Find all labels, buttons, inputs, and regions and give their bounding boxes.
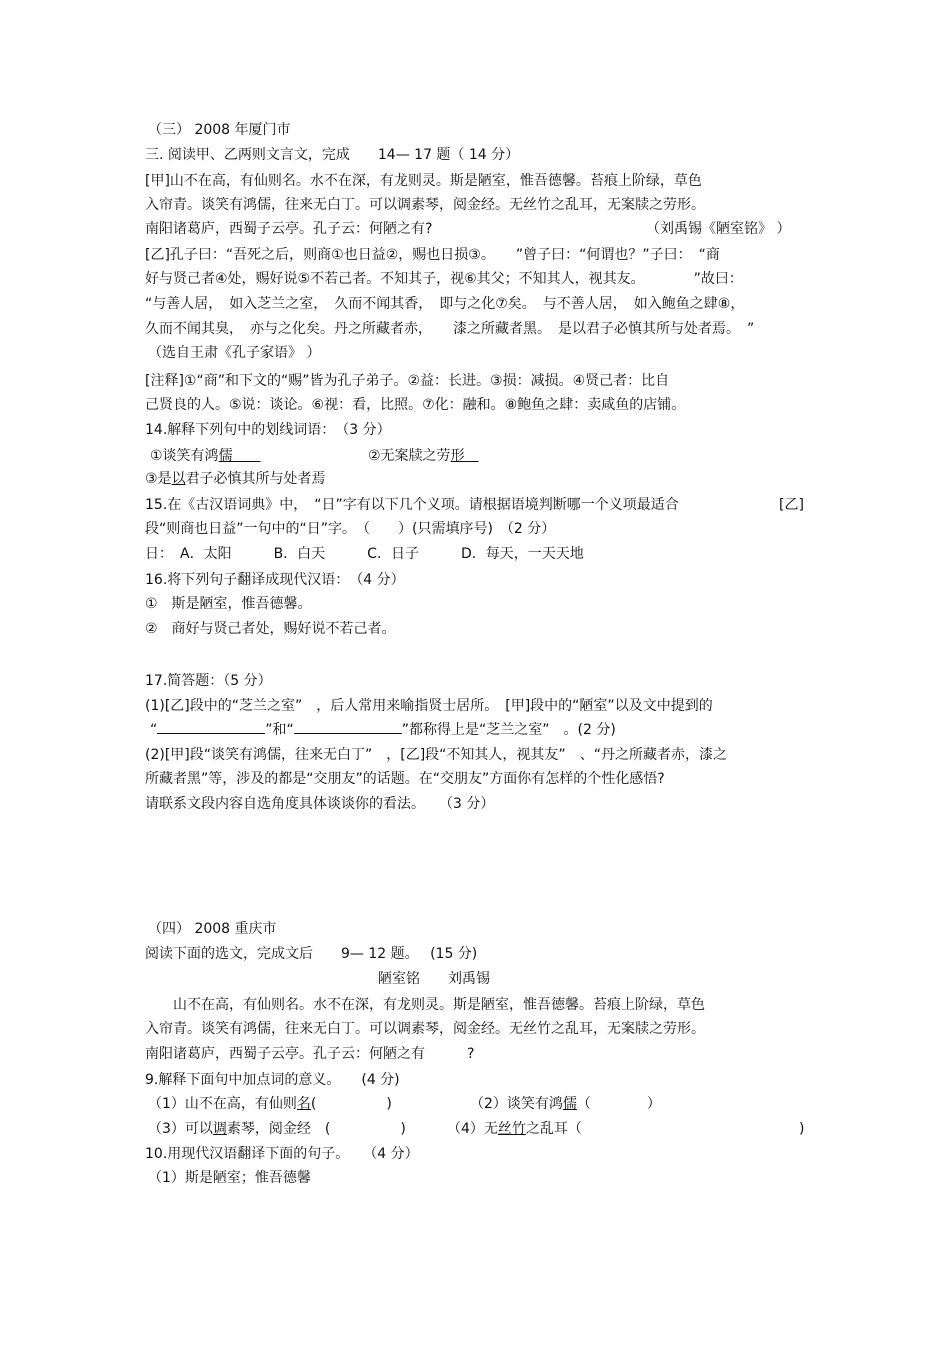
question-9-item-3: （3）可以调素琴，阅金经 ( ) [148,1121,406,1137]
passage-jia-line: [甲]山不在高，有仙则名。水不在深，有龙则灵。斯是陋室，惟吾德馨。苔痕上阶绿，草色 [145,173,702,189]
passage-yi-line: 好与贤己者④处，赐好说⑤不若己者。不知其子，视⑥其父；不知其人，视其友。 ”故曰： [145,271,743,287]
question-16-item-1: ① 斯是陋室，惟吾德馨。 [145,596,312,612]
passage-yi-line: “与善人居， 如入芝兰之室， 久而不闻其香， 即与之化⑦矣。 与不善人居， 如入鲍鱼之肆⑧， [145,296,745,312]
question-15-stem: 15.在《古汉语词典》中， “日”字有以下几个义项。请根据语境判断哪一个义项最适合 [145,497,679,513]
passage-title: 陋室铭 刘禹锡 [378,971,490,987]
question-17-stem: 17.简答题：（5 分） [145,673,272,689]
passage-line: 南阳诸葛庐，西蜀子云亭。孔子云：何陋之有 ? [145,1046,475,1062]
question-10-item-1: （1）斯是陋室；惟吾德馨 [148,1170,311,1186]
question-14-item-2: ②无案牍之劳形 [368,448,465,464]
question-9-item-2: （2）谈笑有鸿儒（ ） [470,1096,661,1112]
section-heading: （四） 2008 重庆市 [148,921,277,937]
passage-yi-source: （选自王肃《孔子家语》 ） [148,345,321,361]
question-16-item-2: ② 商好与贤己者处，赐好说不若己者。 [145,621,396,637]
passage-line: 入帘青。谈笑有鸿儒，往来无白丁。可以调素琴，阅金经。无丝竹之乱耳，无案牍之劳形。 [145,1021,705,1037]
task-instruction: 三. 阅读甲、乙两则文言文，完成 14— 17 题（ 14 分） [145,147,520,163]
answer-blank[interactable] [157,721,265,734]
notes-line: 己贤良的人。⑤说：谈论。⑥视：看，比照。⑦化：融和。⑧鲍鱼之肆：卖咸鱼的店铺。 [145,397,686,413]
question-17-part-2: (2)[甲]段“谈笑有鸿儒，往来无白丁” ，[乙]段“不知其人，视其友” 、“丹之所藏者赤，漆之 [145,747,727,763]
section-heading: （三） 2008 年厦门市 [148,122,291,138]
passage-yi-line: 久而不闻其臭， 亦与之化矣。丹之所藏者赤， 漆之所藏者黑。 是以君子必慎其所与处者焉。 ” [145,321,755,337]
question-9-item-4: （4）无丝竹之乱耳（ [447,1121,582,1137]
question-9-item-1: （1）山不在高，有仙则名( ) [148,1096,392,1112]
question-15-options: 日： A．太阳 B．白天 C．日子 D．每天，一天天地 [145,546,584,562]
question-17-part-2: 请联系文段内容自选角度具体谈谈你的看法。 （3 分） [145,796,495,812]
passage-jia-line: 南阳诸葛庐，西蜀子云亭。孔子云：何陋之有? [145,221,433,237]
passage-jia-source: （刘禹锡《陋室铭》 ） [646,221,791,237]
question-9-item-4-close: ) [799,1121,805,1137]
question-17-part-2: 所藏者黑”等，涉及的都是“交朋友”的话题。在“交朋友”方面你有怎样的个性化感悟? [145,771,665,787]
question-9-stem: 9.解释下面句中加点词的意义。 (4 分) [145,1072,400,1088]
notes-line: [注释]①“商”和下文的“赐”皆为孔子弟子。②益：长进。③损：减损。④贤己者：比自 [145,373,670,389]
question-16-stem: 16.将下列句子翻译成现代汉语： （4 分） [145,572,405,588]
passage-line: 山不在高，有仙则名。水不在深，有龙则灵。斯是陋室，惟吾德馨。苔痕上阶绿，草色 [145,997,705,1013]
question-14-item-3: ③是以君子必慎其所与处者焉 [145,471,326,487]
question-17-part-1: (1)[乙]段中的“芝兰之室” ，后人常用来喻指贤士居所。 [甲]段中的“陋室”以及文中提到的 [145,698,713,714]
passage-jia-line: 入帘青。谈笑有鸿儒，往来无白丁。可以调素琴，阅金经。无丝竹之乱耳，无案牍之劳形。 [145,197,705,213]
question-10-stem: 10.用现代汉语翻译下面的句子。 （4 分） [145,1146,419,1162]
question-17-part-1-blanks: “ ”和“ ”都称得上是“芝兰之室” 。(2 分) [150,722,616,738]
passage-yi-line: [乙]孔子曰：“吾死之后，则商①也日益②，赐也日损③。 ”曾子曰：“何谓也？”子曰： “商 [145,247,720,263]
question-14-stem: 14.解释下列句中的划线词语： （3 分） [145,422,391,438]
answer-blank[interactable] [294,721,402,734]
question-15-stem-2: 段“则商也日益”一句中的“日”字。 （ ）(只需填序号) （2 分） [145,521,556,537]
question-14-item-1: ①谈笑有鸿儒 [150,448,233,464]
question-15-stem-end: [乙] [779,497,804,513]
task-instruction: 阅读下面的选文，完成文后 9— 12 题。 (15 分) [145,946,478,962]
